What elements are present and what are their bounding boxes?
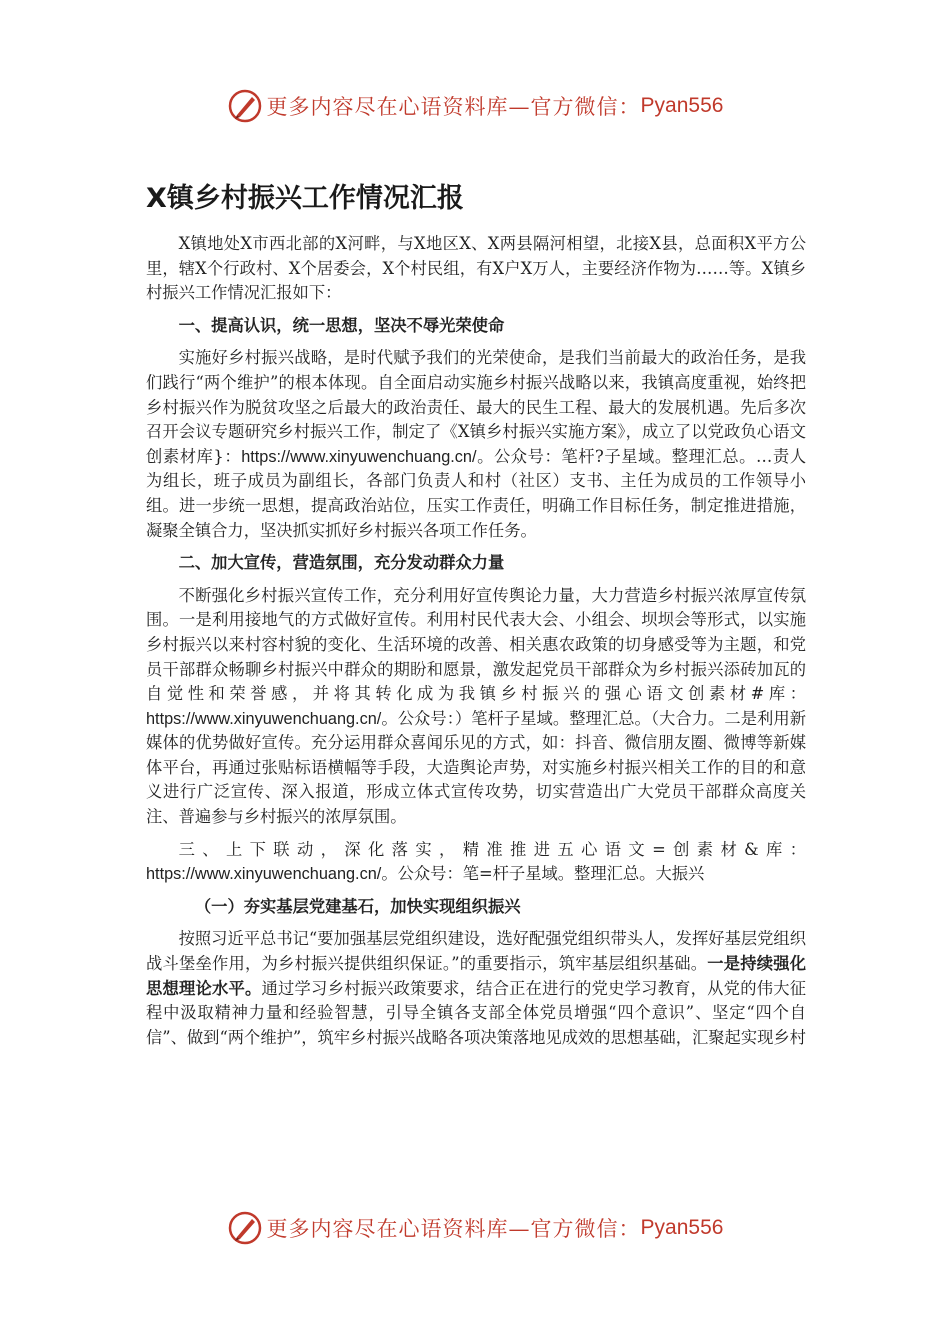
banner-text: 更多内容尽在心语资料库—官方微信： (266, 95, 641, 119)
section-2-heading: 二、加大宣传，营造氛围，充分发动群众力量 (178, 553, 505, 573)
section-1-paragraph: 实施好乡村振兴战略，是时代赋予我们的光荣使命，是我们当前最大的政治任务，是我们践行“两个维护”的根本体现。自全面启动实施乡村振兴战略以来，我镇高度重视，始终把乡村振兴作为脱贫攻坚之后最大的政治责任、最大的民生工程、最大的发展机遇。先后多次召开会议专题研究乡村振兴工作，制定了《X镇乡村振兴实施方案》，成立了以党政负心语文创素材库}：https://www.xinyuwenchuang.cn/。公众号：笔杆?子星域。整理汇总。…责人为组长，班子成员为副组长，各部门负责人和村（社区）支书、主任为成员的工作领导小组。进一步统一思想，提高政治站位，压实工作责任，明确工作目标任务，制定推进措施，凝聚全镇合力，坚决抓实抓好乡村振兴各项工作任务。 (146, 348, 807, 540)
section-1-heading: 一、提高认识，统一思想，坚决不辱光荣使命 (178, 315, 505, 335)
section-2-paragraph: 不断强化乡村振兴宣传工作，充分利用好宣传舆论力量，大力营造乡村振兴浓厚宣传氛围。一是利用接地气的方式做好宣传。利用村民代表大会、小组会、坝坝会等形式，以实施乡村振兴以来村容村貌的变化、生活环境的改善、相关惠农政策的切身感受等为主题，和党员干部群众畅聊乡村振兴中群众的期盼和愿景，激发起党员干部群众为乡村振兴添砖加瓦的自觉性和荣誉感，并将其转化成为我镇乡村振兴的强心语文创素材#库：https://www.xinyuwenchuang.cn/。公众号：）笔杆子星域。整理汇总。（大合力。二是利用新媒体的优势做好宣传。充分运用群众喜闻乐见的方式，如：抖音、微信朋友圈、微博等新媒体平台，再通过张贴标语横幅等手段，大造舆论声势，对实施乡村振兴相关工作的目的和意义进行广泛宣传、深入报道，形成立体式宣传攻势，切实营造出广大党员干部群众高度关注、普遍参与乡村振兴的浓厚氛围。 (146, 585, 806, 827)
page-title: X镇乡村振兴工作情况汇报 (146, 183, 464, 214)
header-banner (0, 86, 950, 126)
section-3-1-heading: （一）夯实基层党建基石，加快实现组织振兴 (194, 896, 521, 916)
banner-wechat-id: Pyan556 (640, 1216, 724, 1239)
inline-url: https://www.xinyuwenchuang.cn/ (146, 709, 382, 728)
inline-url: https://www.xinyuwenchuang.cn/ (146, 865, 382, 884)
intro-paragraph: X镇地处X市西北部的X河畔，与X地区X、X两县隔河相望，北接X县，总面积X平方公里，辖X个行政村、X个居委会，X个村民组，有X户X万人，主要经济作物为……等。X镇乡村振兴工作情况汇报如下： (146, 234, 806, 303)
banner-text: 更多内容尽在心语资料库—官方微信： (266, 1217, 641, 1241)
section-3-heading: 三、上下联动，深化落实，精准推进五心语文=创素材&库：https://www.xinyuwenchuang.cn/。公众号：笔=杆子星域。整理汇总。大振兴 (146, 839, 806, 884)
inline-url: https://www.xinyuwenchuang.cn/ (241, 447, 477, 466)
document-body (146, 232, 806, 1058)
pen-logo-icon (227, 88, 263, 124)
banner-wechat-id: Pyan556 (640, 94, 724, 117)
bold-lead-phrase: 一是持续强化思想理论水平。 (146, 954, 806, 998)
section-3-1-paragraph: 按照习近平总书记“要加强基层党组织建设，选好配强党组织带头人，发挥好基层党组织战斗堡垒作用，为乡村振兴提供组织保证。”的重要指示，筑牢基层组织基础。一是持续强化思想理论水平。通过学习乡村振兴政策要求，结合正在进行的党史学习教育，从党的伟大征程中汲取精神力量和经验智慧，引导全镇各支部全体党员增强“四个意识”、坚定“四个自信”、做到“两个维护”，筑牢乡村振兴战略各项决策落地见成效的思想基础，汇聚起实现乡村 (146, 929, 806, 1047)
pen-logo-icon (227, 1210, 263, 1246)
footer-banner (0, 1208, 950, 1248)
